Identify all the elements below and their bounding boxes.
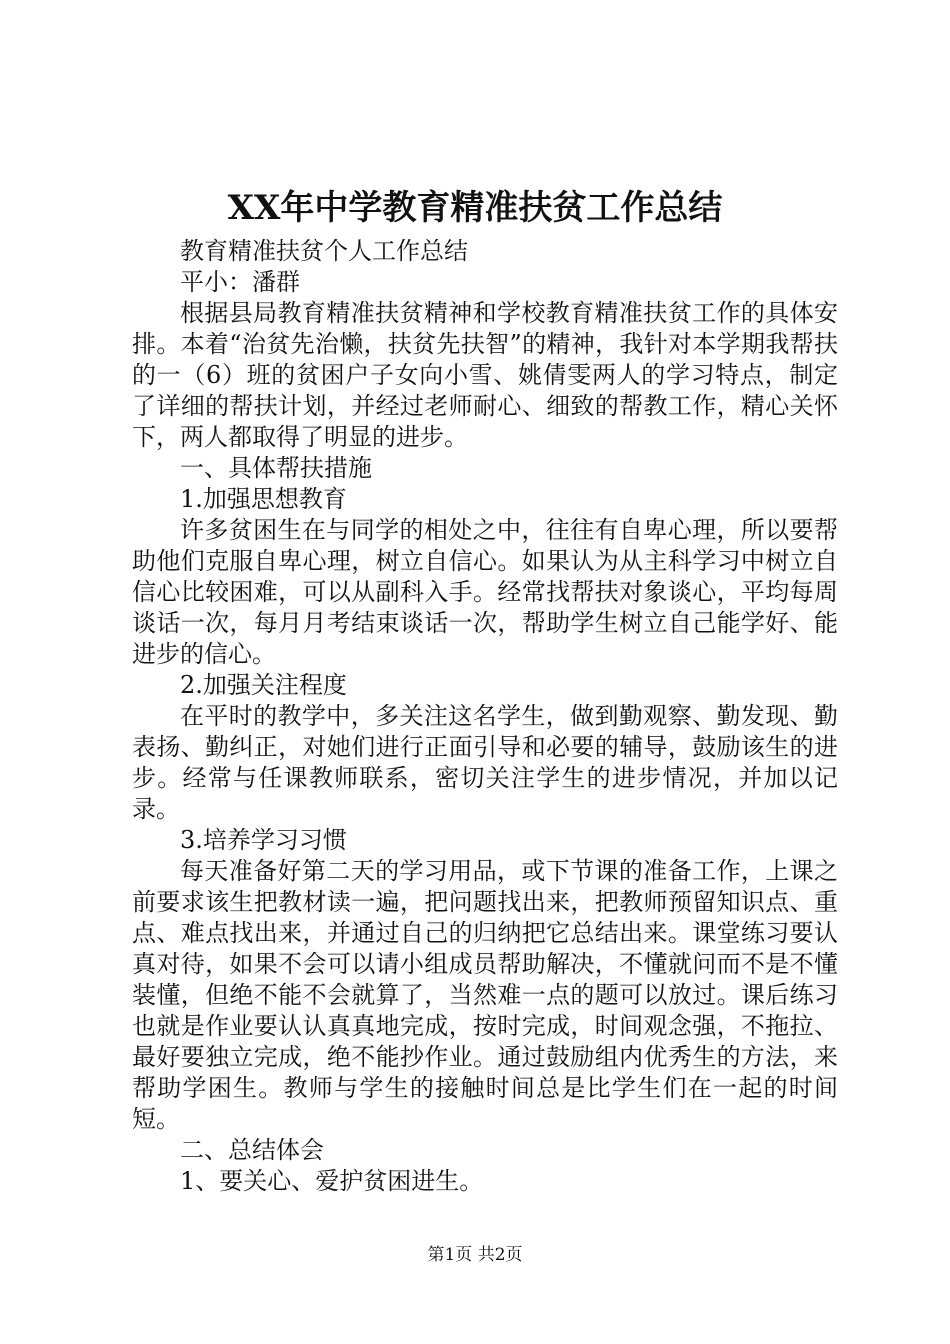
subheading-ideology-education: 1.加强思想教育 [180,485,347,513]
paragraph-study-habits: 每天准备好第二天的学习用品，或下节课的准备工作，上课之前要求该生把教材读一遍，把问题找出来，把教师预留知识点、重点、难点找出来，并通过自己的归纳把它总结出来。课堂练习要认真对待，如果不会可以请小组成员帮助解决，不懂就问而不是不懂装懂，但绝不能不会就算了，当然难一点的题可以放过。课后练习也就是作业要认认真真地完成，按时完成，时间观念强，不拖拉、最好要独立完成，绝不能抄作业。通过鼓励组内优秀生的方法，来帮助学困生。教师与学生的接触时间总是比学生们在一起的时间短。 [132,857,838,1133]
paragraph-subtitle: 教育精准扶贫个人工作总结 [180,237,468,265]
page-footer: 第1页 共2页 [427,1245,523,1265]
section-heading-summary: 二、总结体会 [180,1136,324,1164]
subheading-attention: 2.加强关注程度 [180,671,347,699]
document-title: XX年中学教育精准扶贫工作总结 [227,188,723,228]
paragraph-care: 1、要关心、爱护贫困进生。 [180,1167,484,1195]
subheading-study-habits: 3.培养学习习惯 [180,826,347,854]
paragraph-intro: 根据县局教育精准扶贫精神和学校教育精准扶贫工作的具体安排。本着“治贫先治懒，扶贫先扶智”的精神，我针对本学期我帮扶的一（6）班的贫困户子女向小雪、姚倩雯两人的学习特点，制定了详细的帮扶计划，并经过老师耐心、细致的帮教工作，精心关怀下，两人都取得了明显的进步。 [132,299,838,451]
section-heading-measures: 一、具体帮扶措施 [180,454,372,482]
document-body [132,236,838,1197]
paragraph-author: 平小：潘群 [180,268,300,296]
paragraph-attention: 在平时的教学中，多关注这名学生，做到勤观察、勤发现、勤表扬、勤纠正，对她们进行正面引导和必要的辅导，鼓励该生的进步。经常与任课教师联系，密切关注学生的进步情况，并加以记录。 [132,702,838,823]
paragraph-ideology-education: 许多贫困生在与同学的相处之中，往往有自卑心理，所以要帮助他们克服自卑心理，树立自信心。如果认为从主科学习中树立自信心比较困难，可以从副科入手。经常找帮扶对象谈心，平均每周谈话一次，每月月考结束谈话一次，帮助学生树立自己能学好、能进步的信心。 [132,516,838,668]
